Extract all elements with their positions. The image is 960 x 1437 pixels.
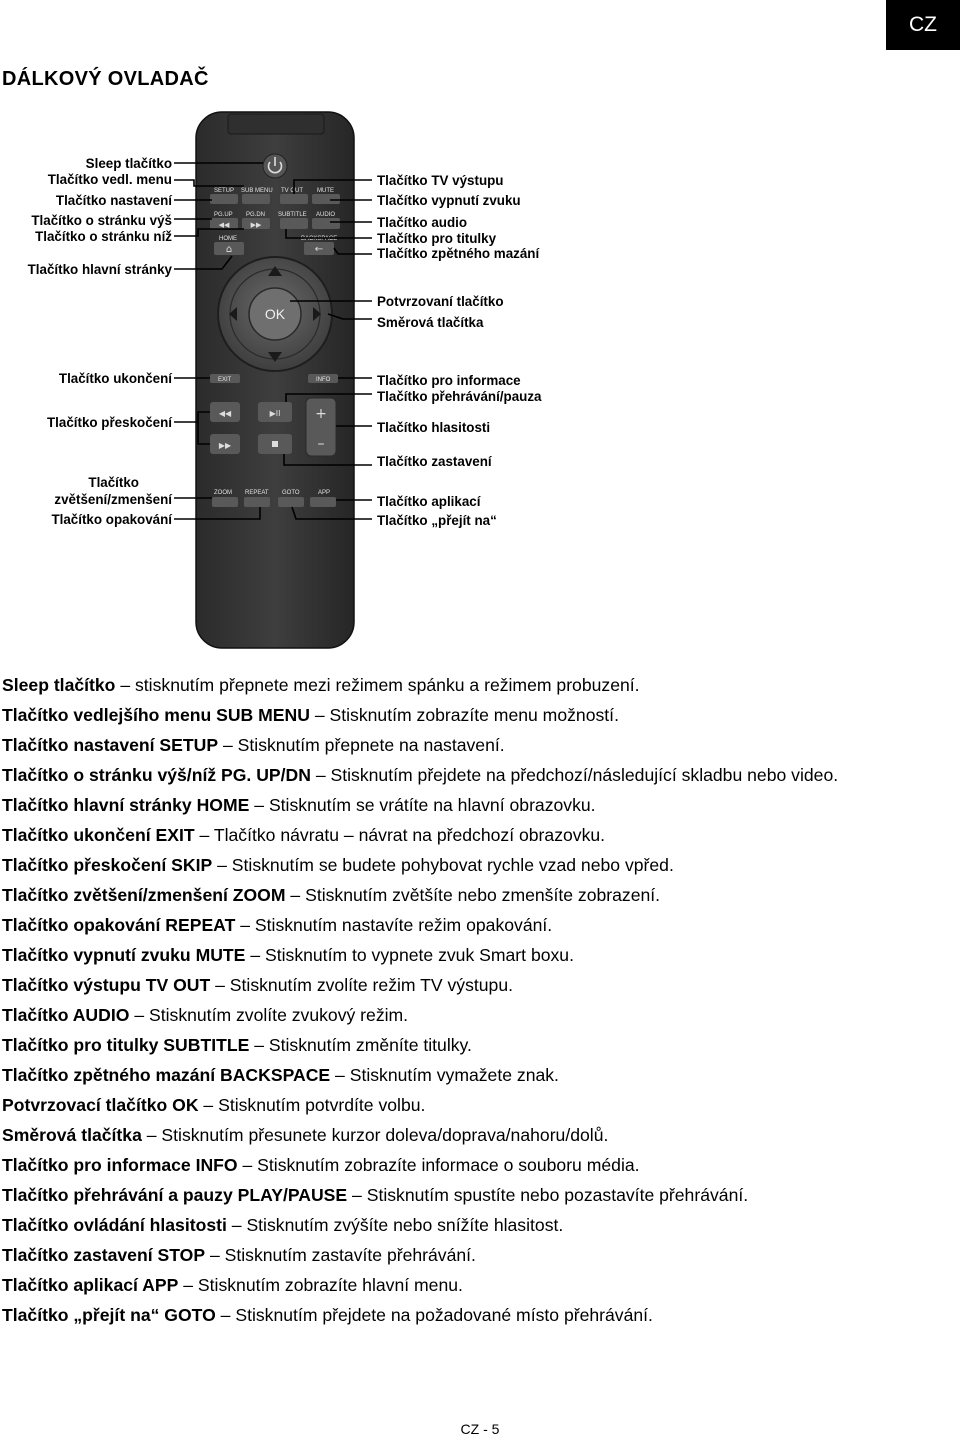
tvout-button[interactable] [280,194,308,204]
ok-text: OK [264,306,286,322]
svg-text:APP: APP [318,490,331,496]
label-stop: Tlačítko zastavení [377,454,492,469]
description-item: Tlačítko zpětného mazání BACKSPACE – Stisknutím vymažete znak. [2,1065,559,1085]
label-zoom-line1: Tlačítko [88,475,139,490]
label-mute: Tlačítko vypnutí zvuku [377,193,521,208]
description-item: Tlačítko aplikací APP – Stisknutím zobrazíte hlavní menu. [2,1275,463,1295]
svg-text:ZOOM: ZOOM [214,490,232,496]
description-item: Potvrzovací tlačítko OK – Stisknutím potvrdíte volbu. [2,1095,426,1115]
ok-button[interactable] [249,288,301,340]
label-direction: Směrová tlačítka [377,315,484,330]
volume-up-icon: + [315,406,327,422]
description-item: Tlačítko zastavení STOP – Stisknutím zastavíte přehrávání. [2,1245,476,1265]
home-button[interactable] [214,242,244,255]
volume-rocker[interactable] [306,398,336,456]
submenu-button[interactable] [242,194,270,204]
description-item: Tlačítko pro titulky SUBTITLE – Stisknutím změníte titulky. [2,1035,472,1055]
pgup-text: PG.UP [214,212,233,218]
label-backspace: Tlačítko zpětného mazání [377,246,540,261]
description-item: Tlačítko vypnutí zvuku MUTE – Stisknutím to vypnete zvuk Smart boxu. [2,945,574,965]
pgup-button[interactable] [210,218,238,229]
label-ok: Potvrzovaní tlačítko [377,294,504,309]
exit-button[interactable] [210,374,240,383]
svg-text:▶▶: ▶▶ [218,441,232,450]
svg-text:INFO: INFO [316,377,331,383]
label-tv-out: Tlačítko TV výstupu [377,173,504,188]
svg-text:▶II: ▶II [269,409,281,418]
label-skip: Tlačítko přeskočení [46,415,172,430]
description-item: Tlačítko opakování REPEAT – Stisknutím nastavíte režim opakování. [2,915,553,935]
label-subtitle: Tlačítko pro titulky [377,231,497,246]
description-item: Tlačítko přeskočení SKIP – Stisknutím se budete pohybovat rychle vzad nebo vpřed. [2,855,674,875]
svg-text:EXIT: EXIT [218,377,232,383]
play-pause-button[interactable] [258,402,292,422]
backspace-button[interactable] [304,242,334,255]
button-descriptions [2,670,952,1330]
svg-text:◀◀: ◀◀ [218,409,232,418]
submenu-text: SUB MENU [241,188,273,194]
svg-text:GOTO: GOTO [282,490,300,496]
setup-text: SETUP [214,188,235,194]
description-item: Sleep tlačítko – stisknutím přepnete mezi režimem spánku a režimem probuzení. [2,675,640,695]
description-item: Tlačítko AUDIO – Stisknutím zvolíte zvukový režim. [2,1005,409,1025]
description-item: Tlačítko zvětšení/zmenšení ZOOM – Stisknutím zvětšíte nebo zmenšíte zobrazení. [2,885,661,905]
svg-text:←: ← [314,244,324,255]
description-item: Tlačítko „přejít na“ GOTO – Stisknutím přejdete na požadované místo přehrávání. [2,1305,653,1325]
description-item: Tlačítko nastavení SETUP – Stisknutím přepnete na nastavení. [2,735,505,755]
label-repeat: Tlačítko opakování [51,512,172,527]
info-button[interactable] [308,374,338,383]
description-item: Tlačítko přehrávání a pauzy PLAY/PAUSE – Stisknutím spustíte nebo pozastavíte přehrávání. [2,1185,749,1205]
ir-window [228,114,324,134]
svg-text:⌂: ⌂ [225,244,233,255]
page-title: DÁLKOVÝ OVLADAČ [2,68,209,90]
description-item: Tlačítko hlavní stránky HOME – Stisknutím se vrátíte na hlavní obrazovku. [2,795,596,815]
description-item: Tlačítko o stránku výš/níž PG. UP/DN – Stisknutím přejdete na předchozí/následující skladbu nebo video. [2,765,839,785]
label-sleep: Sleep tlačítko [85,156,172,171]
pgdn-text: PG.DN [246,212,266,218]
description-item: Tlačítko vedlejšího menu SUB MENU – Stisknutím zobrazíte menu možností. [2,705,619,725]
page-number: CZ - 5 [460,1421,500,1437]
repeat-button[interactable] [244,490,270,507]
svg-text:◀◀: ◀◀ [218,221,230,229]
volume-down-icon: – [317,436,325,452]
pgdn-button[interactable] [242,218,270,229]
language-tab: CZ [886,0,960,50]
label-home: Tlačítko hlavní stránky [27,262,172,277]
subtitle-button[interactable] [280,218,308,229]
setup-button[interactable] [210,194,238,204]
stop-button[interactable] [258,434,292,454]
description-item: Tlačítko ovládání hlasitosti – Stisknutím zvýšíte nebo snížíte hlasitost. [2,1215,564,1235]
description-item: Tlačítko výstupu TV OUT – Stisknutím zvolíte režim TV výstupu. [2,975,514,995]
label-app: Tlačítko aplikací [377,494,481,509]
label-play-pause: Tlačítko přehrávání/pauza [377,389,542,404]
power-button[interactable] [263,154,287,178]
mute-button[interactable] [312,194,340,204]
rewind-button[interactable] [210,402,240,422]
mute-text: MUTE [317,188,334,194]
description-item: Směrová tlačítka – Stisknutím přesunete kurzor doleva/doprava/nahoru/dolů. [2,1125,609,1145]
label-page-down: Tlačítko o stránku níž [35,229,172,244]
label-exit: Tlačítko ukončení [58,371,172,386]
label-info: Tlačítko pro informace [377,373,521,388]
audio-button[interactable] [312,218,340,229]
description-item: Tlačítko ukončení EXIT – Tlačítko návratu – návrat na předchozí obrazovku. [2,825,606,845]
description-item: Tlačítko pro informace INFO – Stisknutím zobrazíte informace o souboru média. [2,1155,640,1175]
tvout-text: TV OUT [281,188,303,194]
svg-text:▶▶: ▶▶ [250,221,262,229]
label-goto: Tlačítko „přejít na“ [377,513,497,528]
label-setup: Tlačítko nastavení [55,193,172,208]
subtitle-text: SUBTITLE [278,212,307,218]
label-submenu: Tlačítko vedl. menu [47,172,172,187]
forward-button[interactable] [210,434,240,454]
label-audio: Tlačítko audio [377,215,468,230]
label-volume: Tlačítko hlasitosti [377,420,491,435]
label-page-up: Tlačítko o stránku výš [31,213,172,228]
home-text: HOME [219,236,237,242]
backspace-text: BACKSPACE [301,236,338,242]
label-zoom-line2: zvětšení/zmenšení [54,492,172,507]
svg-text:REPEAT: REPEAT [245,490,269,496]
audio-text: AUDIO [316,212,336,218]
